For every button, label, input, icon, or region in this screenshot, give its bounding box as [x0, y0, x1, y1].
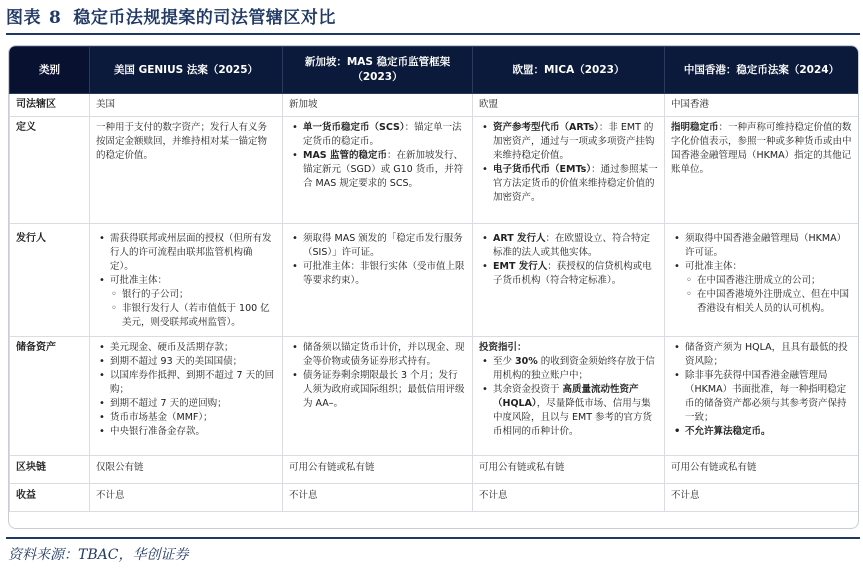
list-item [493, 163, 658, 205]
text-segment: ，尽量降低市场、信用与集中度风险，且以与 EMT 参考的官方货币相同的币种计价。 [493, 398, 653, 437]
reserves-sg-list [289, 341, 466, 411]
cell-issuer-us [90, 224, 283, 337]
list-item: • 到期不超过 93 天的美国国债； [110, 355, 276, 369]
comparison-table-container [8, 45, 859, 529]
table-row-definition [10, 117, 859, 224]
list-item: • 须取得中国香港金融管理局（HKMA）许可证。 [685, 232, 852, 260]
sub-list-item: ◦ 在中国香港注册成立的公司； [697, 274, 852, 288]
list-item-text: 可批准主体： [110, 275, 168, 286]
list-item [493, 232, 658, 260]
comparison-table [9, 46, 859, 512]
sub-list-item: ◦ 在中国香港境外注册成立、但在中国香港设有相关人员的认可机构。 [697, 288, 852, 316]
row-label-blockchain: 区块链 [10, 456, 90, 484]
list-item [685, 260, 852, 316]
figure-title [6, 4, 336, 32]
cell-reserves-us [90, 337, 283, 456]
issuer-hk-list [671, 232, 852, 316]
top-rule [6, 33, 860, 35]
term: ART 发行人 [493, 233, 546, 244]
cell-reserves-eu [473, 337, 665, 456]
cell-definition-hk [665, 117, 859, 224]
term-desc: ：非 EMT 的加密资产，通过与一项或多项资产挂钩来维持稳定价值。 [493, 122, 655, 161]
term: 电子货币代币（EMTs） [493, 164, 592, 175]
row-label-definition: 定义 [10, 117, 90, 224]
text-segment: 至少 [493, 356, 516, 367]
list-item: • 以国库券作抵押、到期不超过 7 天的回购； [110, 369, 276, 397]
table-row-reserves [10, 337, 859, 456]
table-row-issuer [10, 224, 859, 337]
list-item-text: 可批准主体： [685, 261, 743, 272]
term-desc: ：在新加坡发行、锚定新元（SGD）或 G10 货币，并符合 MAS 规定要求的 SCS。 [303, 150, 464, 189]
list-item: • 中央银行准备金存款。 [110, 425, 276, 439]
table-row-yield [10, 484, 859, 512]
cell-yield-hk: 不计息 [665, 484, 859, 512]
list-item: • 除非事先获得中国香港金融管理局（HKMA）书面批准，每一种指明稳定币的储备资产都必须与其参考资产保持一致； [685, 369, 852, 425]
source-note: 资料来源：TBAC，华创证券 [8, 547, 189, 563]
term-desc: ：一种声称可维持稳定价值的数字化价值表示，参照一种或多种货币或由中国香港金融管理局（HKMA）指定的其他记账单位。 [671, 122, 852, 175]
list-item [493, 260, 658, 288]
term: 单一货币稳定币（SCS） [303, 122, 405, 133]
term-desc: ：通过参照某一官方法定货币的价值来维持稳定价值的加密资产。 [493, 164, 658, 203]
sub-list-item: ◦ 银行的子公司； [122, 288, 276, 302]
header-hk: 中国香港：稳定币法案（2024） [665, 47, 859, 94]
cell-definition-eu [473, 117, 665, 224]
cell-jurisdiction-sg: 新加坡 [283, 94, 473, 117]
reserves-hk-list [671, 341, 852, 439]
term-desc: ：锚定单一法定货币的稳定币。 [303, 122, 462, 147]
list-item [110, 274, 276, 330]
figure-number: 8 [49, 8, 62, 28]
text-segment: 的收到资金须始终存放于信用机构的独立账户中； [493, 356, 655, 381]
list-item [493, 355, 658, 383]
cell-blockchain-sg: 可用公有链或私有链 [283, 456, 473, 484]
text-bold: 高质量流动性资产（HQLA） [493, 384, 639, 409]
row-label-reserves: 储备资产 [10, 337, 90, 456]
row-label-yield: 收益 [10, 484, 90, 512]
row-label-issuer: 发行人 [10, 224, 90, 337]
cell-definition-sg [283, 117, 473, 224]
header-eu: 欧盟：MICA（2023） [473, 47, 665, 94]
cell-definition-us: 一种用于支付的数字资产；发行人有义务按固定金额赎回，并维持相对某一锚定物的稳定价值。 [90, 117, 283, 224]
figure-title-text: 稳定币法规提案的司法管辖区对比 [73, 8, 336, 28]
term: 资产参考型代币（ARTs） [493, 122, 599, 133]
term: 指明稳定币 [671, 122, 719, 133]
bottom-rule [6, 537, 860, 539]
issuer-sg-list [289, 232, 466, 288]
issuer-us-sublist [110, 288, 276, 330]
text-bold: 30% [515, 356, 538, 367]
cell-blockchain-hk: 可用公有链或私有链 [665, 456, 859, 484]
list-item: • 须取得 MAS 颁发的「稳定币发行服务（SIS）」许可证。 [303, 232, 466, 260]
cell-reserves-sg [283, 337, 473, 456]
figure-label: 图表 [6, 8, 41, 28]
table-row-jurisdiction [10, 94, 859, 117]
list-item: • 需获得联邦或州层面的授权（但所有发行人的许可流程由联邦监管机构确定）。 [110, 232, 276, 274]
cell-blockchain-us: 仅限公有链 [90, 456, 283, 484]
cell-issuer-sg [283, 224, 473, 337]
cell-jurisdiction-eu: 欧盟 [473, 94, 665, 117]
list-item [493, 383, 658, 439]
cell-reserves-hk [665, 337, 859, 456]
table-row-blockchain [10, 456, 859, 484]
cell-blockchain-eu: 可用公有链或私有链 [473, 456, 665, 484]
header-us: 美国 GENIUS 法案（2025） [90, 47, 283, 94]
list-item: • 美元现金、硬币及活期存款； [110, 341, 276, 355]
reserves-eu-intro: 投资指引： [479, 342, 527, 353]
list-item [303, 121, 466, 149]
cell-yield-eu: 不计息 [473, 484, 665, 512]
definition-eu-list [479, 121, 658, 205]
list-item [303, 149, 466, 191]
table-header-row [10, 47, 859, 94]
term-desc: ：获授权的信贷机构或电子货币机构（符合特定标准）。 [493, 261, 652, 286]
term: MAS 监管的稳定币 [303, 150, 387, 161]
list-item: • 储备须以锚定货币计价，并以现金、现金等价物或债务证券形式持有。 [303, 341, 466, 369]
list-item: • 可批准主体：非银行实体（受市值上限等要求约束）。 [303, 260, 466, 288]
header-category: 类别 [10, 47, 90, 94]
cell-yield-us: 不计息 [90, 484, 283, 512]
row-label-jurisdiction: 司法辖区 [10, 94, 90, 117]
cell-issuer-eu [473, 224, 665, 337]
header-sg: 新加坡：MAS 稳定币监管框架（2023） [283, 47, 473, 94]
list-item: • 不允许算法稳定币。 [685, 425, 852, 439]
term: EMT 发行人 [493, 261, 548, 272]
list-item: • 货币市场基金（MMF）； [110, 411, 276, 425]
cell-yield-sg: 不计息 [283, 484, 473, 512]
reserves-eu-list [479, 355, 658, 439]
issuer-us-list [96, 232, 276, 330]
sub-list-item: ◦ 非银行发行人（若市值低于 100 亿美元，则受联邦或州监管）。 [122, 302, 276, 330]
list-item [493, 121, 658, 163]
list-item: • 债务证券剩余期限最长 3 个月；发行人须为政府或国际组织；最低信用评级为 AA–。 [303, 369, 466, 411]
cell-jurisdiction-us: 美国 [90, 94, 283, 117]
definition-sg-list [289, 121, 466, 191]
list-item: • 到期不超过 7 天的逆回购； [110, 397, 276, 411]
term-desc: ：在欧盟设立、符合特定标准的法人或其他实体。 [493, 233, 651, 258]
cell-issuer-hk [665, 224, 859, 337]
list-item: • 储备资产须为 HQLA，且具有最低的投资风险； [685, 341, 852, 369]
cell-jurisdiction-hk: 中国香港 [665, 94, 859, 117]
reserves-us-list [96, 341, 276, 439]
text-segment: 其余资金投资于 [493, 384, 563, 395]
issuer-hk-sublist [685, 274, 852, 316]
issuer-eu-list [479, 232, 658, 288]
